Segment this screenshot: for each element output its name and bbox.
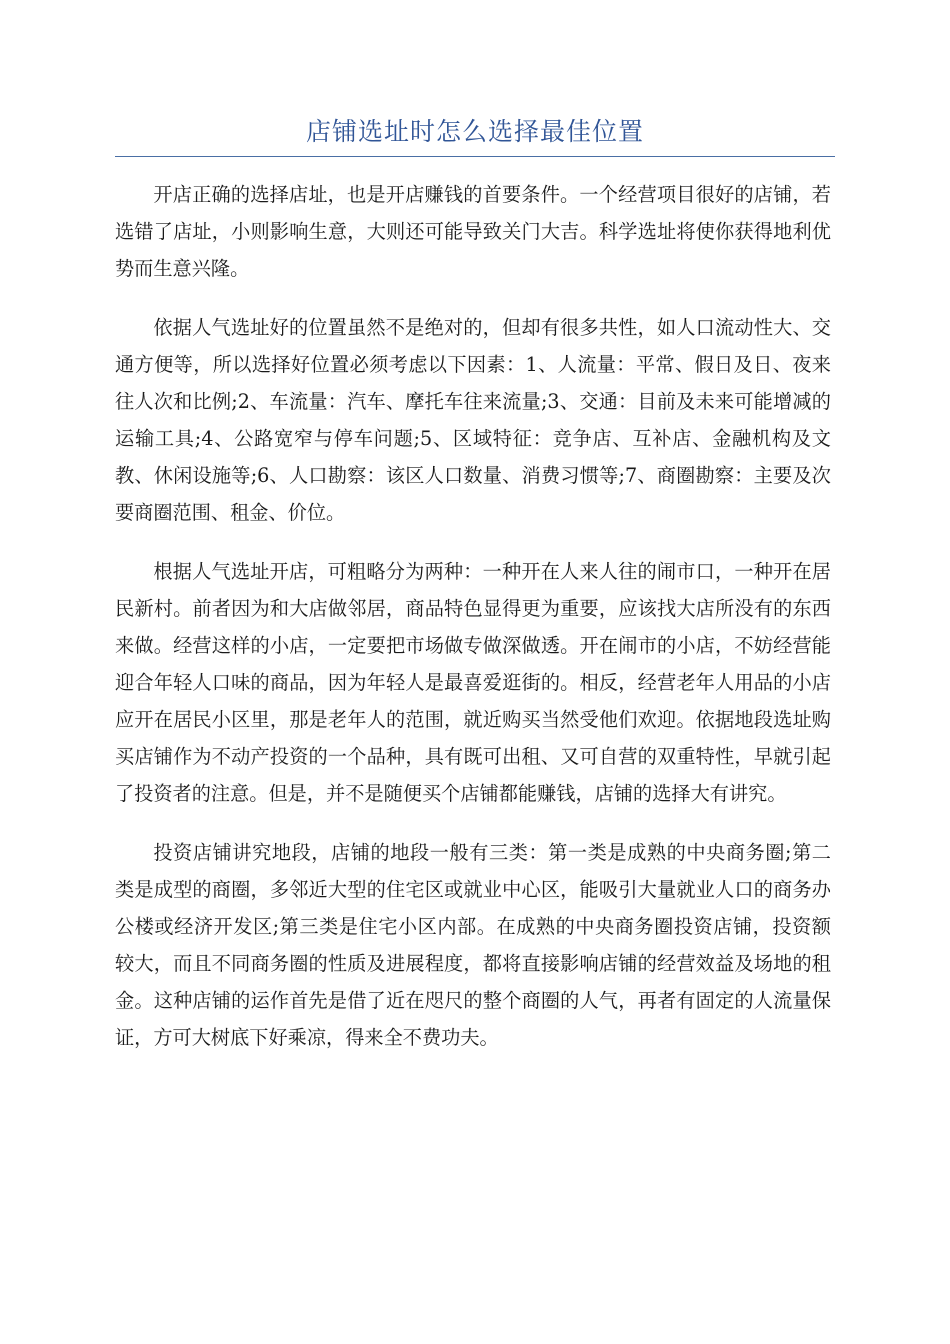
paragraph-1: 开店正确的选择店址，也是开店赚钱的首要条件。一个经营项目很好的店铺，若选错了店址，小则影响生意，大则还可能导致关门大吉。科学选址将使你获得地利优势而生意兴隆。	[115, 183, 831, 280]
page-title: 店铺选址时怎么选择最佳位置	[305, 117, 644, 146]
paragraph-3: 根据人气选址开店，可粗略分为两种：一种开在人来人往的闹市口，一种开在居民新村。前者因为和大店做邻居，商品特色显得更为重要，应该找大店所没有的东西来做。经营这样的小店，一定要把市场做专做深做透。开在闹市的小店，不妨经营能迎合年轻人口味的商品，因为年轻人是最喜爱逛街的。相反，经营老年人用品的小店应开在居民小区里，那是老年人的范围，就近购买当然受他们欢迎。依据地段选址购买店铺作为不动产投资的一个品种，具有既可出租、又可自营的双重特性，早就引起了投资者的注意。但是，并不是随便买个店铺都能赚钱，店铺的选择大有讲究。	[115, 560, 831, 805]
paragraph-2: 依据人气选址好的位置虽然不是绝对的，但却有很多共性，如人口流动性大、交通方便等，所以选择好位置必须考虑以下因素：1、人流量：平常、假日及日、夜来往人次和比例;2、车流量：汽车、摩托车往来流量;3、交通：目前及未来可能增减的运输工具;4、公路宽窄与停车问题;5、区域特征：竞争店、互补店、金融机构及文教、休闲设施等;6、人口勘察：该区人口数量、消费习惯等;7、商圈勘察：主要及次要商圈范围、租金、价位。	[115, 316, 831, 524]
document-body	[115, 176, 831, 1078]
title-block	[115, 112, 835, 157]
paragraph-4: 投资店铺讲究地段，店铺的地段一般有三类：第一类是成熟的中央商务圈;第二类是成型的商圈，多邻近大型的住宅区或就业中心区，能吸引大量就业人口的商务办公楼或经济开发区;第三类是住宅小区内部。在成熟的中央商务圈投资店铺，投资额较大，而且不同商务圈的性质及进展程度，都将直接影响店铺的经营效益及场地的租金。这种店铺的运作首先是借了近在咫尺的整个商圈的人气，再者有固定的人流量保证，方可大树底下好乘凉，得来全不费功夫。	[115, 841, 831, 1049]
